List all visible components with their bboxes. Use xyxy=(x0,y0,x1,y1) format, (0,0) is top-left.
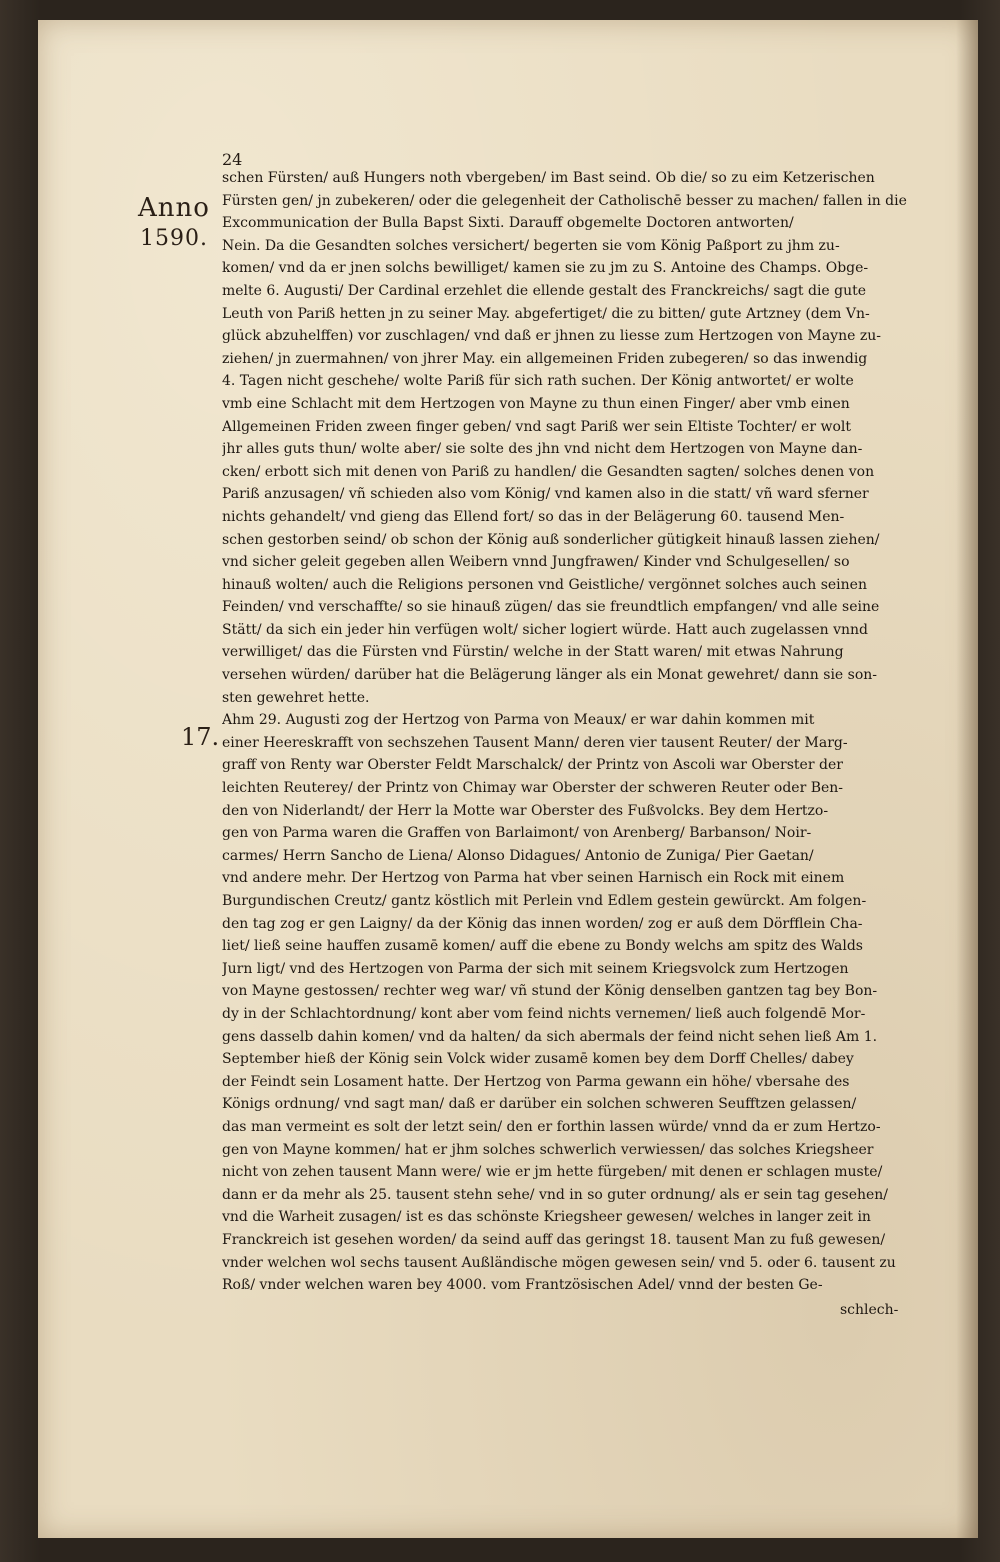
text-line: sten gewehret hette. xyxy=(222,689,370,706)
text-line: vnder welchen wol sechs tausent Außländische mögen gewesen sein/ vnd 5. oder 6. tausent zu xyxy=(222,1254,896,1271)
text-line: Nein. Da die Gesandten solches versichert/ begerten sie vom König Paßport zu jhm zu- xyxy=(222,237,840,254)
text-line: dann er da mehr als 25. tausent stehn sehe/ vnd in so guter ordnung/ als er sein tag gesehen/ xyxy=(222,1186,889,1203)
catchword: schlech- xyxy=(840,1302,899,1318)
text-line: den von Niderlandt/ der Herr la Motte war Oberster des Fußvolcks. Bey dem Hertzo- xyxy=(222,802,829,819)
text-line: Franckreich ist gesehen worden/ da seind auff das geringst 18. tausent Man zu fuß gewesen/ xyxy=(222,1231,886,1248)
text-line: Roß/ vnder welchen waren bey 4000. vom Frantzösischen Adel/ vnnd der besten Ge- xyxy=(222,1277,823,1294)
text-line: nicht von zehen tausent Mann were/ wie er jm hette fürgeben/ mit denen er schlagen muste/ xyxy=(222,1164,883,1181)
text-line: vnd sicher geleit gegeben allen Weibern vnnd Jungfrawen/ Kinder vnd Schulgesellen/ so xyxy=(222,554,850,571)
text-line: nichts gehandelt/ vnd gieng das Ellend fort/ so das in der Belägerung 60. tausend Men- xyxy=(222,508,845,525)
page-number: 24 xyxy=(222,150,243,169)
text-line: September hieß der König sein Volck wider zusamē komen bey dem Dorff Chelles/ dabey xyxy=(222,1051,854,1068)
text-line: Excommunication der Bulla Bapst Sixti. Darauff obgemelte Doctoren antworten/ xyxy=(222,215,794,232)
page-edge-shadow xyxy=(956,20,978,1538)
text-line: Jurn ligt/ vnd des Hertzogen von Parma der sich mit seinem Kriegsvolck zum Hertzogen xyxy=(222,960,849,977)
text-line: Feinden/ vnd verschaffte/ so sie hinauß zügen/ das sie freundtlich empfangen/ vnd alle seine xyxy=(222,599,880,616)
text-line: carmes/ Herrn Sancho de Liena/ Alonso Didagues/ Antonio de Zuniga/ Pier Gaetan/ xyxy=(222,847,814,864)
text-line: schen gestorben seind/ ob schon der König auß sonderlicher gütigkeit hinauß lassen ziehen/ xyxy=(222,531,880,548)
text-line: versehen würden/ darüber hat die Belägerung länger als ein Monat gewehret/ dann sie son- xyxy=(222,667,878,684)
text-line: dy in der Schlachtordnung/ kont aber vom feind nichts vernemen/ ließ auch folgendē Mor- xyxy=(222,1005,866,1022)
margin-section-number: 17. xyxy=(181,723,220,751)
text-line: jhr alles guts thun/ wolte aber/ sie solte des jhn vnd nicht dem Hertzogen von Mayne dan- xyxy=(222,441,863,458)
text-line: Leuth von Pariß hetten jn zu seiner May. abgefertiget/ die zu bitten/ gute Artzney (dem Vn- xyxy=(222,305,870,322)
text-line: gen von Parma waren die Graffen von Barlaimont/ von Arenberg/ Barbanson/ Noir- xyxy=(222,825,812,842)
text-line: Allgemeinen Friden zween finger geben/ vnd sagt Pariß wer sein Eltiste Tochter/ er wolt xyxy=(222,418,851,435)
text-line: Königs ordnung/ vnd sagt man/ daß er darüber ein solchen schweren Seufftzen gelassen/ xyxy=(222,1096,857,1113)
text-line: einer Heereskrafft von sechszehen Tausent Mann/ deren vier tausent Reuter/ der Marg- xyxy=(222,734,848,751)
body-text xyxy=(222,167,954,1297)
text-line: schen Fürsten/ auß Hungers noth vbergeben/ im Bast seind. Ob die/ so zu eim Ketzerischen xyxy=(222,170,875,186)
text-line: Ahm 29. Augusti zog der Hertzog von Parma von Meaux/ er war dahin kommen mit xyxy=(222,712,815,729)
text-line: melte 6. Augusti/ Der Cardinal erzehlet die ellende gestalt des Franckreichs/ sagt die gute xyxy=(222,282,867,299)
text-line: vmb eine Schlacht mit dem Hertzogen von Mayne zu thun einen Finger/ aber vmb einen xyxy=(222,395,850,412)
text-line: den tag zog er gen Laigny/ da der König das innen worden/ zog er auß dem Dörfflein Cha- xyxy=(222,915,863,932)
text-line: cken/ erbott sich mit denen von Pariß zu handlen/ die Gesandten sagten/ solches denen von xyxy=(222,463,875,480)
text-line: gen von Mayne kommen/ hat er jhm solches schwerlich verwiessen/ das solches Kriegsheer xyxy=(222,1141,874,1158)
text-line: Burgundischen Creutz/ gantz köstlich mit Perlein vnd Edlem gestein gewürckt. Am folgen- xyxy=(222,893,867,909)
text-line: liet/ ließ seine hauffen zusamē komen/ auff die ebene zu Bondy welchs am spitz des Walds xyxy=(222,938,863,955)
text-line: komen/ vnd da er jnen solchs bewilliget/ kamen sie zu jm zu S. Antoine des Champs. Obge- xyxy=(222,260,869,277)
text-line: Fürsten gen/ jn zubekeren/ oder die gelegenheit der Catholischē besser zu machen/ fallen in die xyxy=(222,192,907,209)
text-line: gens dasselb dahin komen/ vnd da halten/ da sich abermals der feind nicht sehen ließ Am 1. xyxy=(222,1028,878,1045)
text-line: das man vermeint es solt der letzt sein/ den er forthin lassen würde/ vnnd da er zum Hertzo- xyxy=(222,1118,881,1135)
text-line: Stätt/ da sich ein jeder hin verfügen wolt/ sicher logiert würde. Hatt auch zugelassen vnnd xyxy=(222,621,869,638)
text-line: von Mayne gestossen/ rechter weg war/ vñ stund der König denselben gantzen tag bey Bon- xyxy=(222,983,878,1000)
text-line: 4. Tagen nicht geschehe/ wolte Pariß für sich rath suchen. Der König antwortet/ er wolte xyxy=(222,373,854,390)
text-line: glück abzuhelffen) vor zuschlagen/ vnd daß er jhnen zu liesse zum Hertzogen von Mayne zu- xyxy=(222,328,881,345)
text-line: der Feindt sein Losament hatte. Der Hertzog von Parma gewann ein höhe/ vbersahe des xyxy=(222,1073,850,1090)
text-line: verwilliget/ das die Fürsten vnd Fürstin/ welche in der Statt waren/ mit etwas Nahrung xyxy=(222,644,844,661)
text-line: vnd andere mehr. Der Hertzog von Parma hat vber seinen Harnisch ein Rock mit einem xyxy=(222,870,845,887)
text-line: hinauß wolten/ auch die Religions personen vnd Geistliche/ vergönnet solches auch seinen xyxy=(222,576,867,593)
text-line: graff von Renty war Oberster Feldt Marschalck/ der Printz von Ascoli war Oberster der xyxy=(222,757,843,774)
text-line: vnd die Warheit zusagen/ ist es das schönste Kriegsheer gewesen/ welches in langer zeit in xyxy=(222,1209,871,1226)
margin-anno: Anno xyxy=(138,193,210,223)
text-line: leichten Reuterey/ der Printz von Chimay war Oberster der schweren Reuter oder Ben- xyxy=(222,780,844,797)
margin-year: 1590. xyxy=(140,226,208,251)
text-line: ziehen/ jn zuermahnen/ von jhrer May. ein allgemeinen Friden zubegeren/ so das inwendig xyxy=(222,350,868,367)
text-line: Pariß anzusagen/ vñ schieden also vom König/ vnd kamen also in die statt/ vñ ward sferner xyxy=(222,486,869,503)
